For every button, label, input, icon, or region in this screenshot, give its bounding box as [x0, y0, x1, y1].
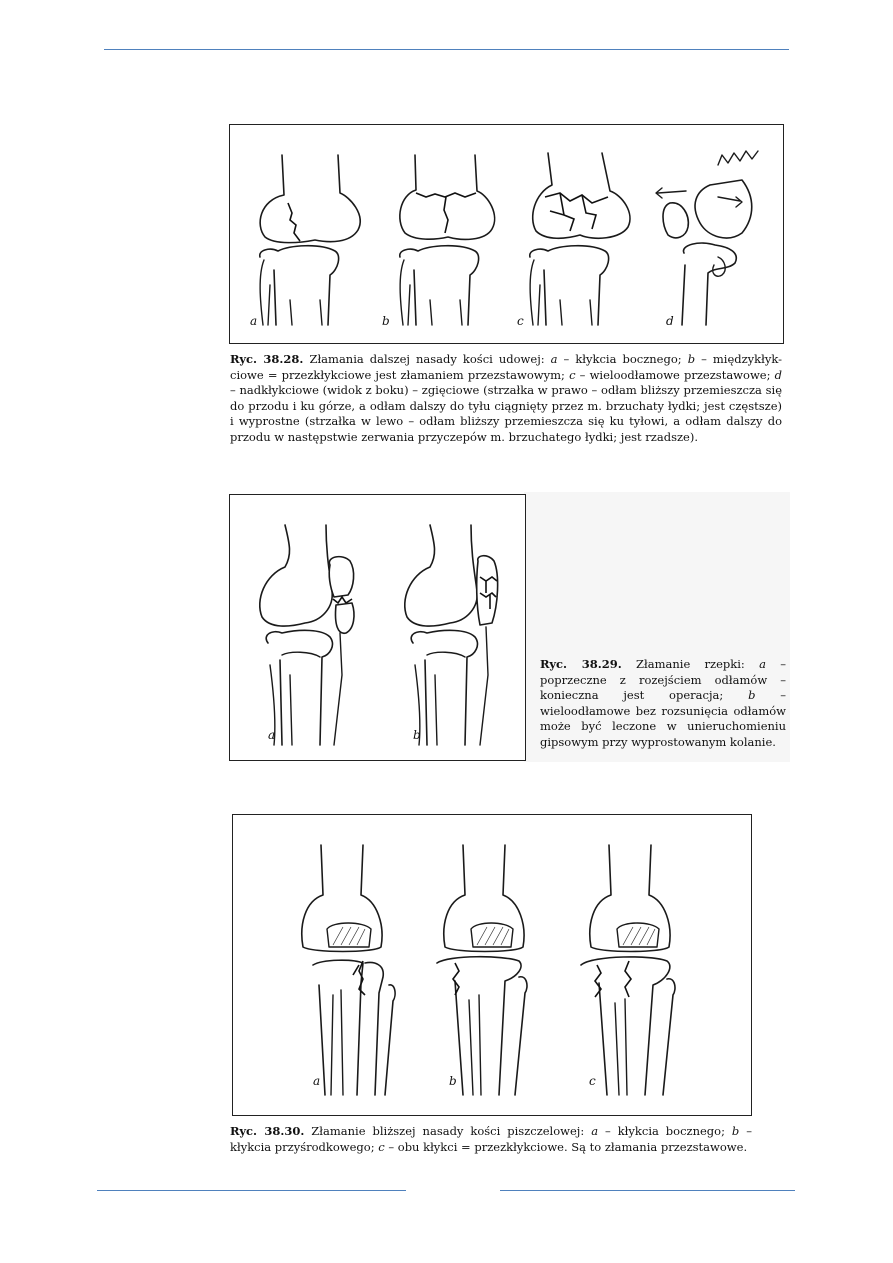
figure-38-30-panel-b [437, 845, 527, 1095]
header-rule [104, 49, 789, 50]
figure-38-28-label-a: a [250, 314, 258, 328]
caption-italic-c: c [378, 1139, 385, 1154]
figure-38-30-label-b: b [449, 1074, 457, 1088]
figure-38-29-panel-b [405, 525, 498, 745]
figure-38-28-image [229, 124, 784, 344]
figure-38-30-caption [230, 1124, 752, 1155]
figure-38-28-panel-d [656, 151, 758, 328]
figure-38-29-caption-number: Ryc. 38.29. [540, 657, 622, 671]
caption-text-3: – międzykłyk-ciowe = przezkłykciowe jest złamaniem przezstawowym; [230, 352, 783, 382]
figure-38-30-label-c: c [589, 1074, 596, 1088]
caption-italic-b: b [731, 1124, 740, 1138]
figure-38-28-label-d: d [666, 314, 674, 328]
figure-38-30-panel-c [581, 845, 675, 1095]
figure-38-28-label-c: c [517, 314, 524, 328]
caption-text-4: – obu kłykci = przezkłykciowe. Są to złamania przezstawowe. [384, 1139, 748, 1154]
figure-38-28-caption-number: Ryc. 38.28. [230, 352, 304, 366]
figure-38-30-panel-a [302, 845, 395, 1095]
figure-38-29-panel-a [260, 525, 354, 745]
caption-italic-a: a [550, 352, 558, 366]
figure-38-28-panel-c [517, 153, 630, 328]
caption-text-3: – kłykcia przyśrodkowego; [230, 1124, 752, 1154]
figure-38-29-label-b: b [413, 728, 421, 742]
caption-text-2: – kłykcia bocznego; [557, 352, 688, 366]
caption-text-4: – wieloodłamowe przezstawowe; [575, 367, 775, 382]
caption-italic-d: d [774, 367, 782, 382]
caption-text-1: Złamania dalszej nasady kości udowej: [303, 352, 551, 366]
caption-italic-a: a [759, 657, 766, 671]
caption-italic-b: b [687, 352, 696, 366]
figure-38-29-label-a: a [268, 728, 276, 742]
figure-38-28-label-b: b [382, 314, 390, 328]
caption-text-1: Złamanie bliższej nasady kości piszczelowej: [304, 1124, 592, 1138]
caption-text-2: – poprzeczne z rozejściem odłamów – konieczna jest operacja; [540, 657, 787, 702]
figure-38-29-caption [540, 657, 786, 750]
figure-38-30-label-a: a [313, 1074, 321, 1088]
footer-rule-left [97, 1190, 406, 1191]
figure-38-30-caption-number: Ryc. 38.30. [230, 1124, 305, 1138]
caption-text-2: – kłykcia bocznego; [598, 1124, 732, 1138]
figure-38-28-panel-b [382, 155, 495, 328]
caption-italic-a: a [591, 1124, 599, 1138]
caption-text-3: – wieloodłamowe bez rozsunięcia odłamów może być leczone w unieruchomieniu gipsowym przy wyprostowanym kolanie. [540, 688, 786, 749]
figure-38-28-panel-a [250, 155, 360, 328]
figure-38-28-caption [230, 352, 782, 445]
figure-38-29-image [229, 494, 526, 761]
figure-38-30-image [232, 814, 752, 1116]
caption-italic-c: c [569, 367, 576, 382]
caption-text-1: Złamanie rzepki: [621, 657, 760, 671]
footer-rule-right [500, 1190, 795, 1191]
caption-italic-b: b [748, 688, 756, 702]
caption-text-5: – nadkłykciowe (widok z boku) – zgięciowe (strzałka w prawo – odłam bliższy przemieszcza się do przodu i ku górze, a odłam dalszy do tyłu ciągnięty przez m. brzuchaty łydki; jest częstsze) i wyprostne (strzałka w lewo – odłam bliższy przemieszcza się ku tyłowi, a odłam dalszy do przodu w następstwie zerwania przyczepów m. brzuchatego łydki; jest rzadsze). [230, 383, 782, 444]
